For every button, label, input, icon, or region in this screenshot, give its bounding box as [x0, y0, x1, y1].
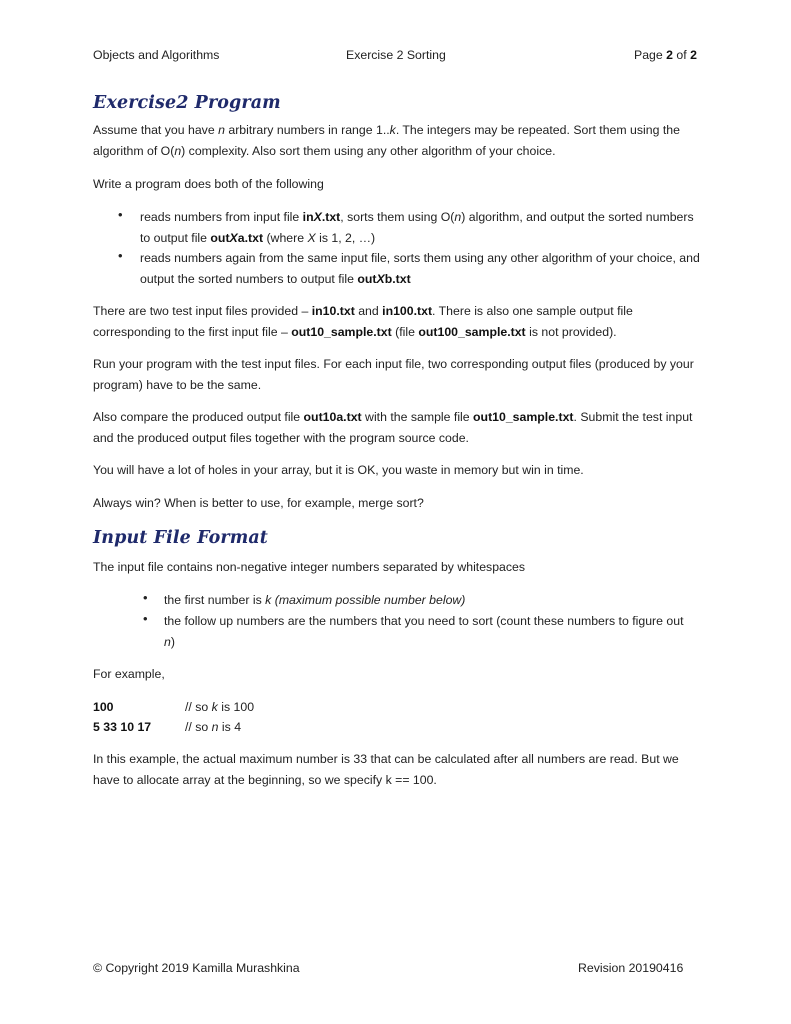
bullet-dot: • — [143, 611, 148, 626]
list-item: the follow up numbers are the numbers that you need to sort (count these numbers to figure out n) — [164, 614, 684, 649]
paragraph: In this example, the actual maximum number is 33 that can be calculated after all numbers are read. But we have to allocate array at the beginning, so we specify k == 100. — [93, 752, 679, 787]
example-line: 5 33 10 17 — [93, 720, 152, 734]
footer-revision: Revision 20190416 — [578, 961, 684, 975]
paragraph: Also compare the produced output file out10a.txt with the sample file out10_sample.txt. Submit the test input and the produced output files together with the program source code. — [93, 410, 693, 445]
list-item: reads numbers again from the same input file, sorts them using any other algorithm of your choice, and output the sorted numbers to output file outXb.txt — [140, 251, 700, 286]
bullet-dot: • — [118, 207, 123, 222]
section-title-input-format: Input File Format — [93, 528, 268, 548]
header-course: Objects and Algorithms — [93, 48, 220, 62]
bullet-dot: • — [118, 248, 123, 263]
example-comment: // so n is 4 — [185, 720, 242, 734]
paragraph: For example, — [93, 667, 165, 681]
page-of: of — [672, 48, 691, 62]
paragraph: Run your program with the test input files. For each input file, two corresponding output files (produced by your program) have to be the same. — [93, 357, 694, 392]
paragraph: Always win? When is better to use, for example, merge sort? — [93, 496, 424, 510]
list-item: reads numbers from input file inX.txt, sorts them using O(n) algorithm, and output the sorted numbers to output file outXa.txt (where X is 1, 2, …) — [140, 210, 694, 245]
section-title-exercise2: Exercise2 Program — [93, 93, 281, 113]
header-exercise: Exercise 2 Sorting — [346, 48, 446, 62]
paragraph: Assume that you have n arbitrary numbers in range 1..k. The integers may be repeated. Sort them using the algorithm of O(n) complexity. Also sort them using any other algorithm of your choice. — [93, 123, 680, 158]
paragraph: You will have a lot of holes in your array, but it is OK, you waste in memory but win in time. — [93, 463, 584, 477]
bullet-dot: • — [143, 590, 148, 605]
page-num: 2 — [666, 48, 673, 62]
paragraph: Write a program does both of the following — [93, 177, 324, 191]
paragraph: There are two test input files provided – in10.txt and in100.txt. There is also one sample output file corresponding to the first input file – out10_sample.txt (file out100_sample.txt is not provided). — [93, 304, 633, 339]
footer-copyright: © Copyright 2019 Kamilla Murashkina — [93, 961, 300, 975]
list-item: the first number is k (maximum possible number below) — [164, 593, 466, 607]
example-line: 100 — [93, 700, 114, 714]
page-total: 2 — [690, 48, 697, 62]
paragraph: The input file contains non-negative integer numbers separated by whitespaces — [93, 560, 526, 574]
header-page-number — [634, 48, 697, 62]
example-comment: // so k is 100 — [185, 700, 255, 714]
page-prefix: Page — [634, 48, 667, 62]
